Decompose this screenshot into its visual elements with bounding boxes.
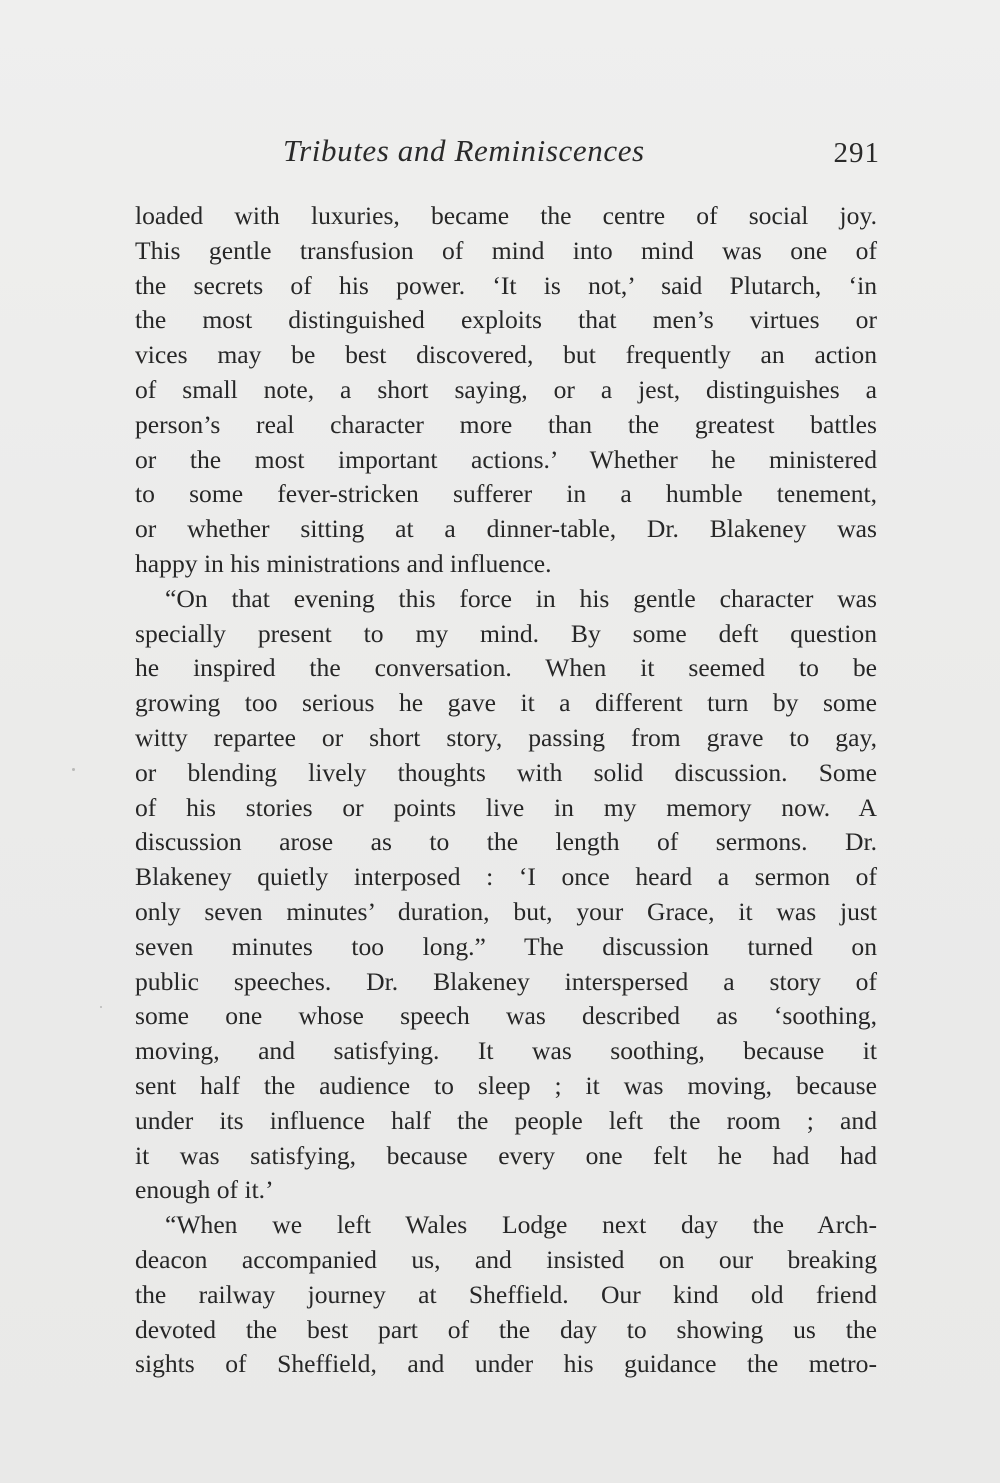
text-line: enough of it.’ (135, 1175, 274, 1205)
text-line: he inspired the conversation. When it seemed to be (135, 653, 877, 683)
text-line: This gentle transfusion of mind into mind was one of (135, 235, 877, 265)
text-line: to some fever-stricken sufferer in a humble tenement, (135, 479, 877, 509)
text-line: happy in his ministrations and influence. (135, 548, 552, 578)
text-line: person’s real character more than the greatest battles (135, 409, 877, 439)
text-line: vices may be best discovered, but frequently an action (135, 340, 877, 370)
text-line: the secrets of his power. ‘It is not,’ said Plutarch, ‘in (135, 270, 877, 300)
text-line: of his stories or points live in my memory now. A (135, 792, 877, 822)
text-line: public speeches. Dr. Blakeney interspersed a story of (135, 966, 877, 996)
text-line: “When we left Wales Lodge next day the Arch- (165, 1210, 877, 1240)
text-line: the railway journey at Sheffield. Our kind old friend (135, 1279, 877, 1309)
running-title: Tributes and Reminiscences (283, 133, 645, 168)
text-line: sights of Sheffield, and under his guidance the metro- (135, 1349, 877, 1379)
text-line: or blending lively thoughts with solid discussion. Some (135, 757, 877, 787)
text-line: Blakeney quietly interposed : ‘I once heard a sermon of (135, 862, 877, 892)
text-line: growing too serious he gave it a different turn by some (135, 688, 877, 718)
text-line: seven minutes too long.” The discussion turned on (135, 931, 877, 961)
paper-speck (100, 1006, 102, 1008)
text-line: or whether sitting at a dinner-table, Dr. Blakeney was (135, 514, 877, 544)
text-line: the most distinguished exploits that men’s virtues or (135, 305, 877, 335)
text-line: deacon accompanied us, and insisted on our breaking (135, 1244, 877, 1274)
body-text (135, 199, 877, 1382)
text-line: devoted the best part of the day to showing us the (135, 1314, 877, 1344)
text-line: “On that evening this force in his gentle character was (165, 583, 877, 613)
text-line: loaded with luxuries, became the centre of social joy. (135, 201, 877, 230)
text-line: some one whose speech was described as ‘soothing, (135, 1001, 877, 1031)
text-line: specially present to my mind. By some deft question (135, 618, 877, 648)
text-line: sent half the audience to sleep ; it was moving, because (135, 1070, 877, 1100)
text-line: only seven minutes’ duration, but, your Grace, it was just (135, 896, 877, 926)
paper-speck (72, 768, 75, 771)
text-line: it was satisfying, because every one felt he had had (135, 1140, 877, 1170)
text-line: under its influence half the people left the room ; and (135, 1105, 877, 1135)
text-line: or the most important actions.’ Whether he ministered (135, 444, 877, 474)
text-line: discussion arose as to the length of sermons. Dr. (135, 827, 877, 857)
running-head (135, 133, 880, 173)
text-line: witty repartee or short story, passing from grave to gay, (135, 722, 877, 752)
text-line: of small note, a short saying, or a jest, distinguishes a (135, 374, 877, 404)
text-line: moving, and satisfying. It was soothing, because it (135, 1036, 877, 1066)
page-number: 291 (833, 137, 880, 169)
